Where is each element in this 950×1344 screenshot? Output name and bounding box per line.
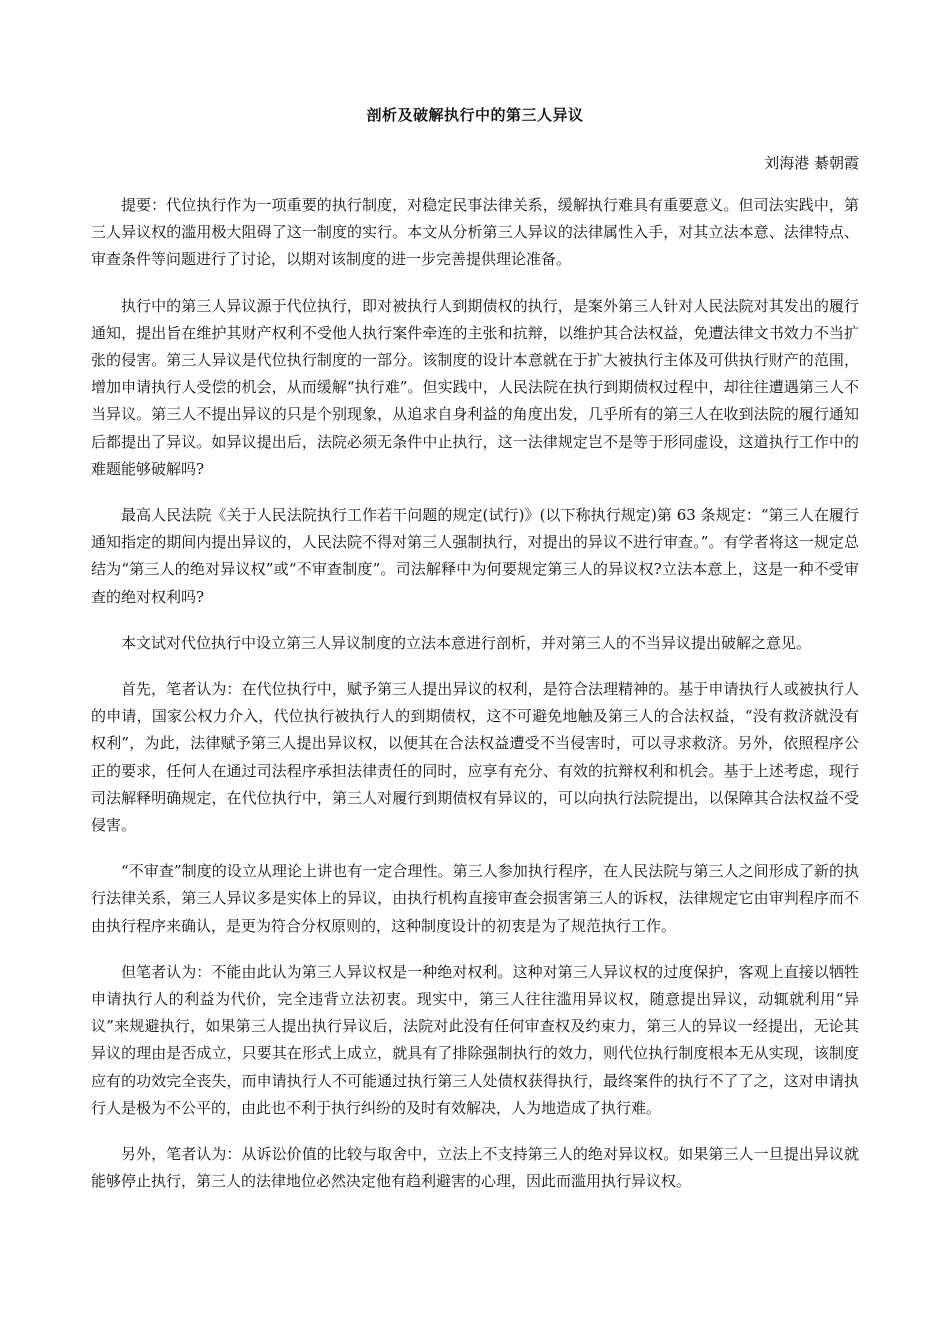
paragraph: 执行中的第三人异议源于代位执行，即对被执行人到期债权的执行，是案外第三人针对人民法院对其发出的履行通知，提出旨在维护其财产权利不受他人执行案件牵连的主张和抗辩，以维护其合法权益，免遭法律文书效力不当扩张的侵害。第三人异议是代位执行制度的一部分。该制度的设计本意就在于扩大被执行主体及可供执行财产的范围，增加申请执行人受偿的机会，从而缓解“执行难”。但实践中，人民法院在执行到期债权过程中，却往往遭遇第三人不当异议。第三人不提出异议的只是个别现象，从追求自身利益的角度出发，几乎所有的第三人在收到法院的履行通知后都提出了异议。如异议提出后，法院必须无条件中止执行，这一法律规定岂不是等于形同虚设，这道执行工作中的难题能够破解吗? bbox=[91, 296, 859, 478]
document-title: 剖析及破解执行中的第三人异议 bbox=[366, 106, 584, 124]
paragraph: 但笔者认为：不能由此认为第三人异议权是一种绝对权利。这种对第三人异议权的过度保护，客观上直接以牺牲申请执行人的利益为代价，完全违背立法初衷。现实中，第三人往往滥用异议权，随意提出异议，动辄就利用“异议”来规避执行，如果第三人提出执行异议后，法院对此没有任何审查权及约束力，第三人的异议一经提出，无论其异议的理由是否成立，只要其在形式上成立，就具有了排除强制执行的效力，则代位执行制度根本无从实现，该制度应有的功效完全丧失，而申请执行人不可能通过执行第三人处债权获得执行，最终案件的执行不了了之，这对申请执行人是极为不公平的，由此也不利于执行纠纷的及时有效解决，人为地造成了执行难。 bbox=[91, 962, 859, 1117]
paragraph: 首先，笔者认为：在代位执行中，赋予第三人提出异议的权利，是符合法理精神的。基于申请执行人或被执行人的申请，国家公权力介入，代位执行被执行人的到期债权，这不可避免地触及第三人的合法权益，“没有救济就没有权利”，为此，法律赋予第三人提出异议权，以便其在合法权益遭受不当侵害时，可以寻求救济。另外，依照程序公正的要求，任何人在通过司法程序承担法律责任的同时，应享有充分、有效的抗辩权利和机会。基于上述考虑，现行司法解释明确规定，在代位执行中，第三人对履行到期债权有异议的，可以向执行法院提出，以保障其合法权益不受侵害。 bbox=[91, 680, 859, 835]
paragraph: 另外，笔者认为：从诉讼价值的比较与取舍中，立法上不支持第三人的绝对异议权。如果第三人一旦提出异议就能够停止执行，第三人的法律地位必然决定他有趋利避害的心理，因此而滥用执行异议权。 bbox=[91, 1145, 859, 1191]
paragraph: 最高人民法院《关于人民法院执行工作若干问题的规定(试行)》(以下称执行规定)第 63 条规定：“第三人在履行通知指定的期间内提出异议的，人民法院不得对第三人强制执行，对提出的异议不进行审查。”。有学者将这一规定总结为“第三人的绝对异议权”或“不审查制度”。司法解释中为何要规定第三人的异议权?立法本意上，这是一种不受审查的绝对权利吗? bbox=[91, 506, 859, 606]
paragraph: “不审查”制度的设立从理论上讲也有一定合理性。第三人参加执行程序，在人民法院与第三人之间形成了新的执行法律关系，第三人异议多是实体上的异议，由执行机构直接审查会损害第三人的诉权，法律规定它由审判程序而不由执行程序来确认，是更为符合分权原则的，这种制度设计的初衷是为了规范执行工作。 bbox=[91, 862, 859, 935]
paragraph: 本文试对代位执行中设立第三人异议制度的立法本意进行剖析，并对第三人的不当异议提出破解之意见。 bbox=[121, 633, 812, 652]
document-page bbox=[91, 0, 859, 1196]
document-authors: 刘海港 綦朝霞 bbox=[764, 154, 859, 172]
paragraph-abstract: 提要：代位执行作为一项重要的执行制度，对稳定民事法律关系，缓解执行难具有重要意义。但司法实践中，第三人异议权的滥用极大阻碍了这一制度的实行。本文从分析第三人异议的法律属性入手，对其立法本意、法律特点、审查条件等问题进行了讨论，以期对该制度的进一步完善提供理论准备。 bbox=[91, 196, 859, 269]
